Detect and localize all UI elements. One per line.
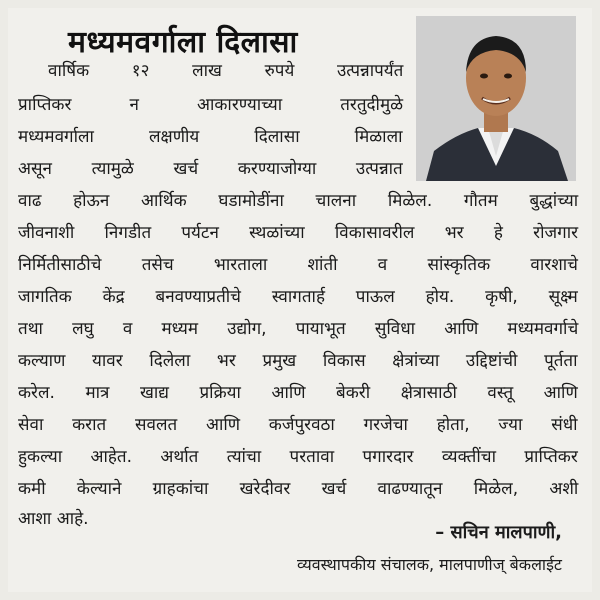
article-line: जीवनाशी निगडीत पर्यटन स्थळांच्या विकासावरील भर हे रोजगार <box>18 223 579 243</box>
article-line: असून त्यामुळे खर्च करण्याजोग्या उत्पन्नात <box>18 159 403 179</box>
article-line: सेवा करात सवलत आणि कर्जपुरवठा गरजेचा होता, ज्या संधी <box>18 415 578 435</box>
article-line: तथा लघु व मध्यम उद्योग, पायाभूत सुविधा आणि मध्यमवर्गाचे <box>18 319 579 339</box>
article-line: निर्मितीसाठीचे तसेच भारताला शांती व सांस्कृतिक वारशाचे <box>18 255 578 275</box>
article-line: करेल. मात्र खाद्य प्रक्रिया आणि बेकरी क्षेत्रासाठी वस्तू आणि <box>18 383 578 403</box>
article-line: मध्यमवर्गाला लक्षणीय दिलासा मिळाला <box>18 127 403 147</box>
article-line: वार्षिक १२ लाख रुपये उत्पन्नापर्यंत <box>48 61 404 81</box>
article-line: जागतिक केंद्र बनवण्याप्रतीचे स्वागतार्ह पाऊल होय. कृषी, सूक्ष्म <box>18 287 578 307</box>
signature-title: व्यवस्थापकीय संचालक, मालपाणीज् बेकलाईट <box>296 555 562 574</box>
signature-name: – सचिन मालपाणी, <box>435 522 562 543</box>
article-line: प्राप्तिकर न आकारण्याच्या तरतुदीमुळे <box>18 95 404 115</box>
article-line: हुकल्या आहेत. अर्थात त्यांचा परतावा पगारदार व्यक्तींचा प्राप्तिकर <box>18 447 578 467</box>
author-photo <box>416 16 576 181</box>
newspaper-clipping <box>8 8 592 592</box>
article-line: आशा आहे. <box>18 509 89 529</box>
article-line: कमी केल्याने ग्राहकांचा खरेदीवर खर्च वाढण्यातून मिळेल, अशी <box>18 479 579 499</box>
article-line: वाढ होऊन आर्थिक घडामोडींना चालना मिळेल. गौतम बुद्धांच्या <box>18 191 579 211</box>
portrait-image <box>416 16 576 181</box>
article-line: कल्याण यावर दिलेला भर प्रमुख विकास क्षेत्रांच्या उद्दिष्टांची पूर्तता <box>18 351 578 371</box>
headline: मध्यमवर्गाला दिलासा <box>68 25 298 60</box>
